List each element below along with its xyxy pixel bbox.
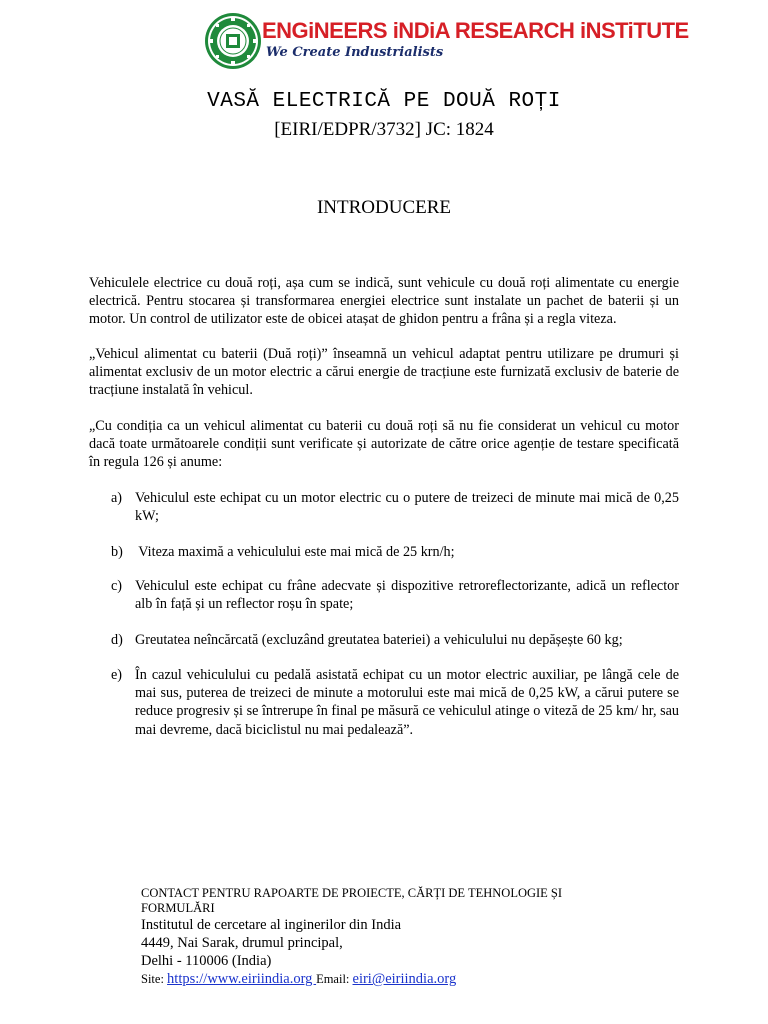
- list-marker: d): [111, 632, 123, 648]
- list-marker: c): [111, 578, 123, 594]
- intro-paragraph-2: „Vehicul alimentat cu baterii (Duă roți)” înseamnă un vehicul adaptat pentru utilizare pe drumuri și alimentat exclusiv de un motor electric a cărui energie de tracțiune este furnizată exclusiv de baterie de tracțiune instalată în vehicul.: [89, 346, 679, 399]
- org-tagline: We Create Industrialists: [266, 45, 444, 60]
- site-label: Site:: [141, 972, 168, 986]
- footer-links: [141, 970, 601, 988]
- footer-org: Institutul de cercetare al inginerilor din India: [141, 917, 402, 933]
- list-item: [111, 577, 679, 613]
- list-marker: b): [111, 544, 123, 560]
- institute-seal-icon: [204, 12, 262, 70]
- list-item-text: Vehiculul este echipat cu un motor electric cu o putere de treizeci de minute mai mică de 0,25 kW;: [135, 490, 679, 525]
- section-heading: INTRODUCERE: [316, 197, 452, 218]
- intro-paragraph-1: Vehiculele electrice cu două roți, așa cum se indică, sunt vehicule cu două roți alimentate cu energie electrică. Pentru stocarea și transformarea energiei electrice sunt instalate un pachet de baterii și un motor. Un control de utilizator este de obicei atașat de ghidon pentru a frâna și a regla viteza.: [89, 275, 679, 328]
- list-item: [111, 489, 679, 525]
- intro-paragraph-3: „Cu condiția ca un vehicul alimentat cu baterii cu două roți să nu fie considerat un vehicul cu motor dacă toate următoarele condiții sunt verificate și autorizate de către orice agenție de testare specificată în regula 126 și anume:: [89, 418, 679, 471]
- list-item: [111, 631, 679, 649]
- contact-footer: [141, 886, 601, 988]
- org-logo: [204, 12, 689, 70]
- document-reference: [EIRI/EDPR/3732] JC: 1824: [274, 119, 494, 140]
- list-marker: e): [111, 667, 123, 683]
- list-item: [111, 666, 679, 739]
- org-name: ENGiNEERS iNDiA RESEARCH iNSTiTUTE: [262, 18, 689, 43]
- footer-heading: CONTACT PENTRU RAPOARTE DE PROIECTE, CĂRȚI DE TEHNOLOGIE ȘI FORMULĂRI: [141, 886, 563, 915]
- footer-address-line-1: 4449, Nai Sarak, drumul principal,: [141, 935, 343, 951]
- list-item-text: Viteza maximă a vehiculului este mai mică de 25 krn/h;: [135, 544, 455, 560]
- site-link[interactable]: https://www.eiriindia.org: [167, 971, 317, 987]
- list-item-text: Vehiculul este echipat cu frâne adecvate și dispozitive retroreflectorizante, adică un reflector alb în față și un reflector roșu în spate;: [135, 578, 679, 613]
- email-label: Email:: [316, 972, 353, 986]
- list-item-text: În cazul vehiculului cu pedală asistată echipat cu un motor electric auxiliar, pe lângă cele de mai sus, puterea de treizeci de minute a motorului este mai mică de 0,25 kW, a cărui putere se reduce progresiv și se întrerupe în final pe măsură ce vehiculul atinge o viteză de 25 km/ hr, sau mai devreme, dacă biciclistul nu mai pedalează”.: [135, 667, 679, 738]
- list-item-text: Greutatea neîncărcată (excluzând greutatea bateriei) a vehiculului nu depășește 60 kg;: [135, 632, 623, 648]
- list-item: [111, 543, 679, 561]
- footer-address-line-2: Delhi - 110006 (India): [141, 953, 272, 969]
- email-link[interactable]: eiri@eiriindia.org: [352, 971, 457, 987]
- document-title: VASĂ ELECTRICĂ PE DOUĂ ROȚI: [207, 90, 561, 113]
- list-marker: a): [111, 490, 123, 506]
